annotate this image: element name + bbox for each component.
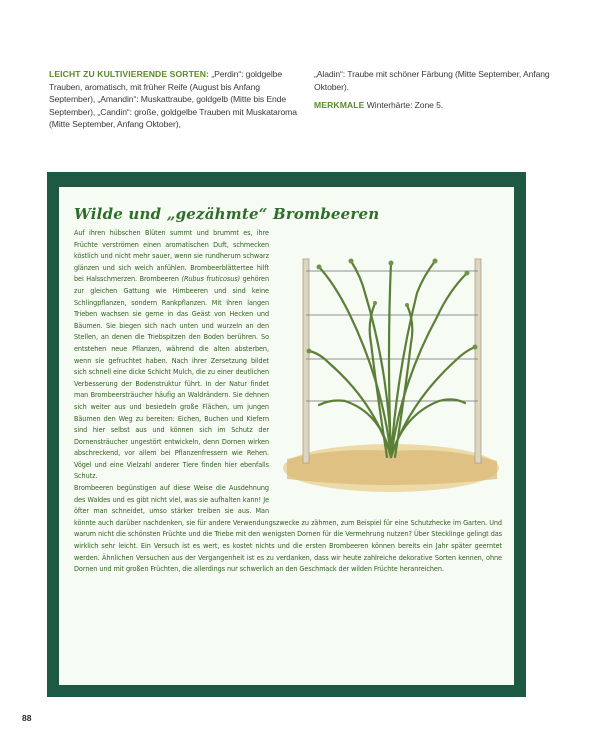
varieties-label: LEICHT ZU KULTIVIERENDE SORTEN:	[49, 69, 210, 79]
merkmale-text: Winterhärte: Zone 5.	[366, 100, 444, 111]
varieties-column	[49, 68, 302, 131]
aladin-text: „Aladin“: Traube mit schöner Färbung (Mitte September, Anfang Oktober).	[314, 69, 550, 92]
info-box-title: Wilde und „gezähmte“ Brombeeren	[74, 205, 380, 223]
info-box-panel	[59, 187, 514, 685]
blackberry-info-box	[47, 172, 526, 697]
info-box-paragraph-2: Brombeeren begünstigen auf diese Weise die Ausdehnung des Waldes und es gibt nicht viel, was sie aufhalten kann! Je öfter man schneidet, umso stärker treiben sie aus. Man könnte auch darüber nachdenken, sie für andere Verwendungszwecke zu zähmen, zum Beispiel für eine Schutzhecke im Garten. Und warum nicht die schönsten Früchte und die Triebe mit den wenigsten Dornen für die Vermehrung nutzen? Über Stecklinge gelingt das wirklich sehr leicht. Ein Versuch ist es wert, es kostet nichts und die ersten Brombeeren können bereits ein Jahr später geerntet werden. Ähnlichen Versuchen aus der Vergangenheit ist es zu verdanken, dass wir heute zahlreiche dekorative Sorten kennen, ohne Dornen und mit großen Früchten, die allerdings nur schwerlich an den Geschmack der wilden Früchte heranreichen.	[74, 483, 502, 574]
varieties-text: „Perdin“: goldgelbe Trauben, aromatisch, mit früher Reife (August bis Anfang September), „Amandin“: Muskattraube, goldgelb (Mitte bis Ende September), „Candin“: große, goldgelbe Trauben mit Muskataroma (Mitte September, Anfang Oktober),	[49, 69, 297, 130]
merkmale-label: MERKMALE	[314, 100, 365, 111]
page-number: 88	[22, 713, 32, 723]
latin-name: (Rubus fruticosus)	[181, 274, 241, 284]
paragraph-1-post: gehören zur gleichen Gattung wie Himbeeren und sind keine Schlingpflanzen, sondern Rankpflanzen. Mit ihren langen Trieben wachsen sie gerne in das Geäst von Hecken und Bäumen. Sie biegen sich nach unten und wurzeln an den Stellen, an denen die Triebspitzen den Boden berühren. So entstehen neue Pflanzen, während die alten absterben, wenn sie gefruchtet haben. Nach ihrer Zersetzung bildet sich schnell eine dicke Schicht Mulch, die zu einer deutlichen Verbesserung der Bodenstruktur führt. In der Natur findet man Brombeersträucher häufig an Waldrändern. Sie dehnen sich weiter aus und besiedeln große Flächen, um jungen Bäumen den Weg zu bereiten: Eichen, Buchen und Kiefern sind hier selbst aus und können sich im Schutz der Dornensträucher ungestört entwickeln, denn Dornen wirken abschreckend, vor allem bei Pflanzenfressern wie Rehen. Vögel und eine Vielzahl anderer Tiere finden hier ebenfalls Schutz.	[74, 274, 269, 481]
paragraph-1-pre: Auf ihren hübschen Blüten summt und brummt es, ihre Früchte verströmen einen aromatischen Duft, schmecken köstlich und nicht mehr sauer, wenn sie rundherum schwarz glänzen und sich weich anfühlen. Brombeerblättertee hilft bei Halsschmerzen. Brombeeren	[74, 228, 269, 284]
info-box-text	[74, 227, 502, 575]
merkmale-line	[314, 99, 564, 112]
right-column	[314, 68, 564, 112]
blackberry-trellis-illustration	[279, 233, 502, 503]
